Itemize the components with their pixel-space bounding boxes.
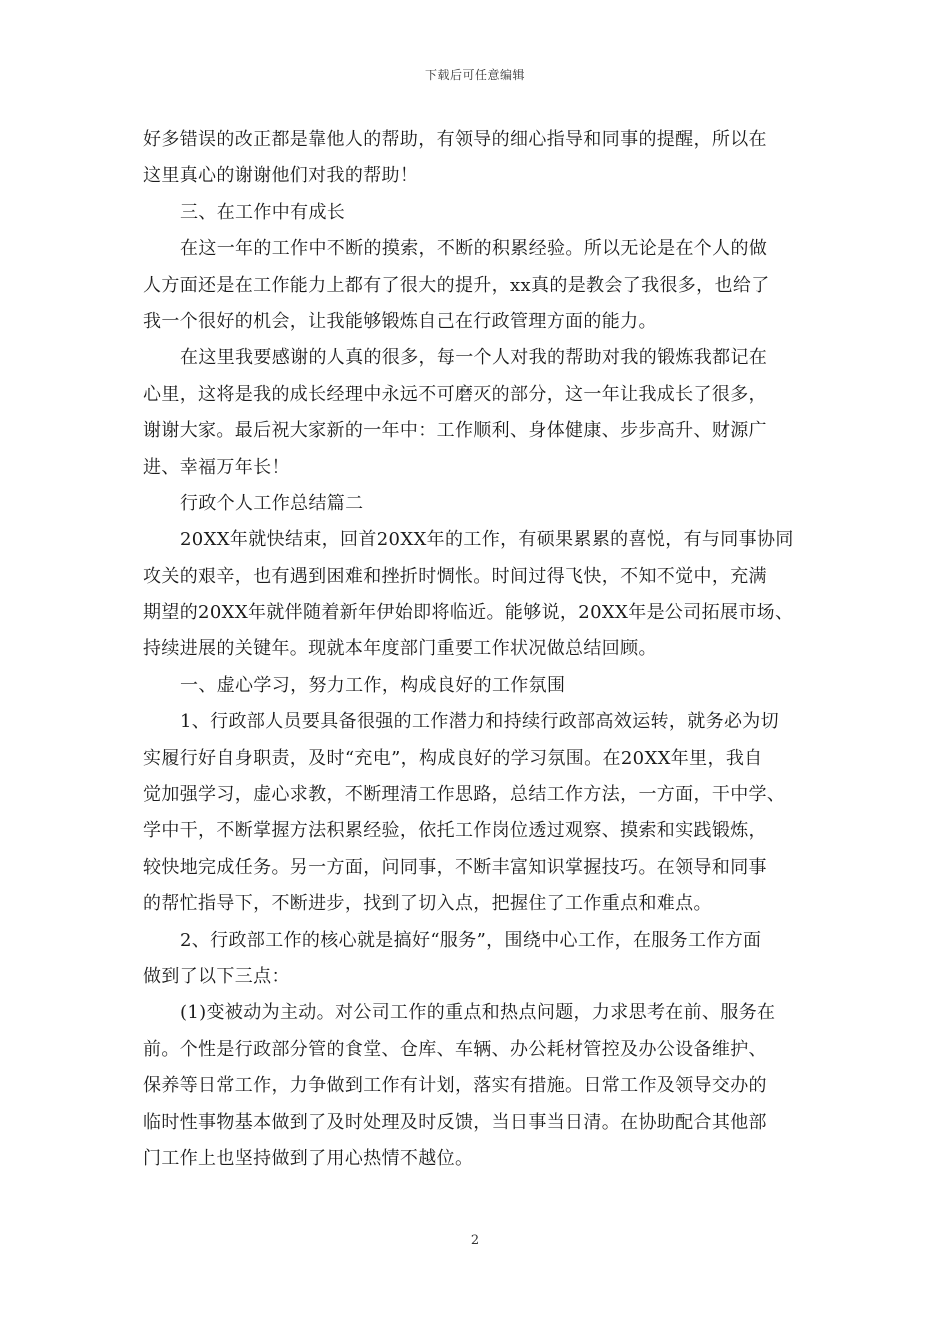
- text-line: 保养等日常工作，力争做到工作有计划，落实有措施。日常工作及领导交办的: [143, 1075, 767, 1097]
- text-line: 做到了以下三点：: [143, 965, 290, 987]
- text-line: 前。个性是行政部分管的食堂、仓库、车辆、办公耗材管控及办公设备维护、: [143, 1038, 767, 1060]
- page-number: 2: [470, 1233, 480, 1248]
- text-line: 心里，这将是我的成长经理中永远不可磨灭的部分，这一年让我成长了很多，: [143, 383, 767, 405]
- text-line: 学中干，不断掌握方法积累经验，依托工作岗位透过观察、摸索和实践锻炼，: [143, 820, 767, 842]
- text-line: 持续进展的关键年。现就本年度部门重要工作状况做总结回顾。: [143, 638, 657, 660]
- text-line: 攻关的艰辛，也有遇到困难和挫折时惆怅。时间过得飞快，不知不觉中，充满: [143, 565, 767, 587]
- text-line: 的帮忙指导下，不断进步，找到了切入点，把握住了工作重点和难点。: [143, 893, 712, 915]
- text-line: 临时性事物基本做到了及时处理及时反馈，当日事当日清。在协助配合其他部: [143, 1111, 767, 1133]
- text-line: 我一个很好的机会，让我能够锻炼自己在行政管理方面的能力。: [143, 310, 657, 332]
- text-line: 这里真心的谢谢他们对我的帮助！: [143, 165, 419, 187]
- text-line: 谢谢大家。最后祝大家新的一年中：工作顺利、身体健康、步步高升、财源广: [143, 420, 767, 442]
- text-line: 期望的20XX年就伴随着新年伊始即将临近。能够说，20XX年是公司拓展市场、: [143, 602, 794, 624]
- text-line: 好多错误的改正都是靠他人的帮助，有领导的细心指导和同事的提醒，所以在: [143, 129, 767, 150]
- text-line: 在这一年的工作中不断的摸索，不断的积累经验。所以无论是在个人的做: [180, 238, 768, 260]
- text-line: 一、虚心学习，努力工作，构成良好的工作氛围: [180, 674, 566, 696]
- document-body: [143, 122, 815, 1177]
- text-line: 1、行政部人员要具备很强的工作潜力和持续行政部高效运转，就务必为切: [180, 711, 779, 733]
- text-line: 实履行好自身职责，及时“充电”，构成良好的学习氛围。在20XX年里，我自: [143, 747, 763, 769]
- text-line: 觉加强学习，虚心求教，不断理清工作思路，总结工作方法，一方面，干中学、: [143, 784, 786, 806]
- text-line: 行政个人工作总结篇二: [180, 492, 364, 514]
- text-line: 门工作上也坚持做到了用心热情不越位。: [143, 1147, 474, 1169]
- text-line: 较快地完成任务。另一方面，问同事，不断丰富知识掌握技巧。在领导和同事: [143, 856, 767, 878]
- text-line: 人方面还是在工作能力上都有了很大的提升，xx真的是教会了我很多，也给了: [143, 274, 770, 296]
- text-line: 三、在工作中有成长: [180, 201, 346, 223]
- text-line: 在这里我要感谢的人真的很多，每一个人对我的帮助对我的锻炼我都记在: [180, 347, 768, 369]
- page-header-note: 下载后可任意编辑: [424, 68, 525, 82]
- text-line: (1)变被动为主动。对公司工作的重点和热点问题，力求思考在前、服务在: [180, 1002, 776, 1024]
- text-line: 20XX年就快结束，回首20XX年的工作，有硕果累累的喜悦，有与同事协同: [180, 529, 794, 551]
- text-line: 进、幸福万年长！: [143, 456, 290, 478]
- text-line: 2、行政部工作的核心就是搞好“服务”，围绕中心工作，在服务工作方面: [180, 929, 762, 951]
